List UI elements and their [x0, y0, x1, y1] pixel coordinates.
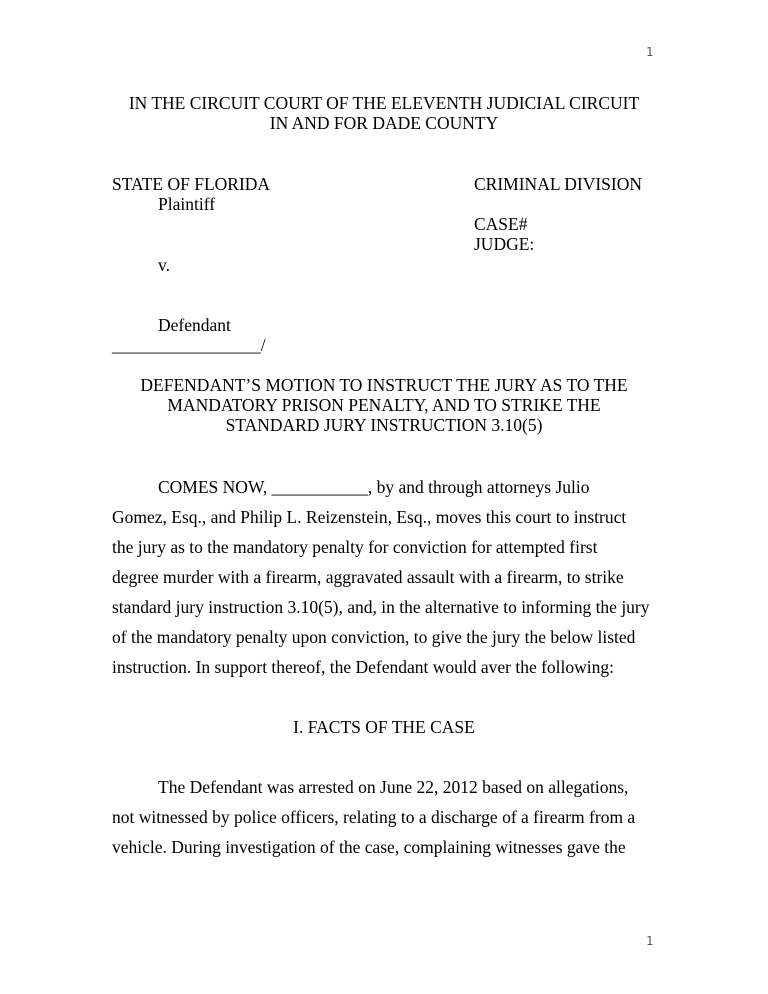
- signature-line: _________________/: [112, 335, 266, 355]
- motion-title-line2: MANDATORY PRISON PENALTY, AND TO STRIKE THE: [167, 395, 601, 415]
- versus: v.: [158, 255, 170, 275]
- facts-line: vehicle. During investigation of the case, complaining witnesses gave the: [112, 837, 626, 857]
- intro-line: instruction. In support thereof, the Defendant would aver the following:: [112, 657, 615, 677]
- court-heading-line2: IN AND FOR DADE COUNTY: [269, 113, 499, 133]
- section-heading: I. FACTS OF THE CASE: [293, 717, 475, 737]
- plaintiff-name: STATE OF FLORIDA: [112, 174, 271, 194]
- defendant-role: Defendant: [158, 315, 231, 335]
- motion-title-line1: DEFENDANT’S MOTION TO INSTRUCT THE JURY AS TO THE: [140, 375, 628, 395]
- court-heading-line1: IN THE CIRCUIT COURT OF THE ELEVENTH JUDICIAL CIRCUIT: [128, 93, 640, 113]
- intro-line: standard jury instruction 3.10(5), and, in the alternative to informing the jury: [112, 597, 650, 617]
- judge-label: JUDGE:: [474, 234, 535, 254]
- intro-line: degree murder with a firearm, aggravated assault with a firearm, to strike: [112, 567, 624, 587]
- page-number-top: 1: [646, 45, 654, 59]
- intro-line: the jury as to the mandatory penalty for conviction for attempted first: [112, 537, 598, 557]
- facts-line: not witnessed by police officers, relating to a discharge of a firearm from a: [112, 807, 636, 827]
- page-number-bottom: 1: [646, 934, 654, 948]
- plaintiff-role: Plaintiff: [158, 194, 216, 214]
- intro-line: COMES NOW, ___________, by and through attorneys Julio: [158, 477, 590, 497]
- case-label: CASE#: [474, 214, 528, 234]
- division: CRIMINAL DIVISION: [474, 174, 643, 194]
- intro-line: Gomez, Esq., and Philip L. Reizenstein, Esq., moves this court to instruct: [112, 507, 627, 527]
- intro-line: of the mandatory penalty upon conviction, to give the jury the below listed: [112, 627, 636, 647]
- motion-title-line3: STANDARD JURY INSTRUCTION 3.10(5): [225, 415, 543, 435]
- facts-line: The Defendant was arrested on June 22, 2012 based on allegations,: [158, 777, 629, 797]
